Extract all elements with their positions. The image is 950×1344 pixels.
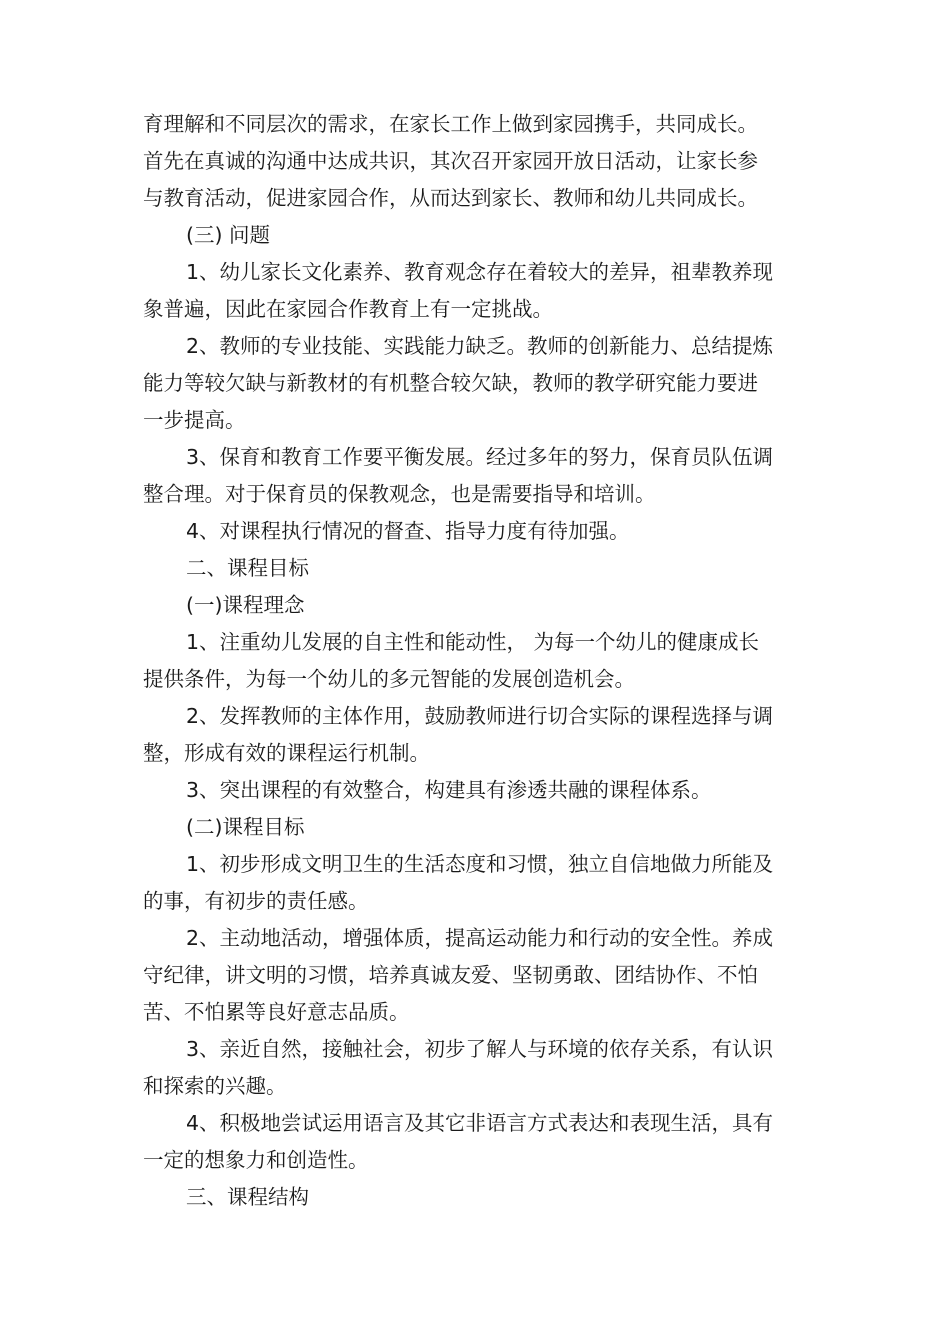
text-line: 守纪律，讲文明的习惯，培养真诚友爱、坚韧勇敢、团结协作、不怕 bbox=[143, 963, 758, 987]
text-line: 2、发挥教师的主体作用，鼓励教师进行切合实际的课程选择与调 bbox=[186, 704, 774, 728]
text-line: 提供条件，为每一个幼儿的多元智能的发展创造机会。 bbox=[143, 667, 635, 691]
text-line: 3、保育和教育工作要平衡发展。经过多年的努力，保育员队伍调 bbox=[186, 445, 774, 469]
text-line: 一步提高。 bbox=[143, 408, 246, 432]
text-line: 苦、不怕累等良好意志品质。 bbox=[143, 1000, 410, 1024]
section-heading: (一)课程理念 bbox=[186, 593, 305, 617]
text-line: 1、幼儿家长文化素养、教育观念存在着较大的差异，祖辈教养现 bbox=[186, 260, 774, 284]
text-line: 首先在真诚的沟通中达成共识，其次召开家园开放日活动，让家长参 bbox=[143, 149, 758, 173]
text-line: 1、初步形成文明卫生的生活态度和习惯，独立自信地做力所能及 bbox=[186, 852, 774, 876]
text-line: 3、突出课程的有效整合，构建具有渗透共融的课程体系。 bbox=[186, 778, 712, 802]
text-line: 一定的想象力和创造性。 bbox=[143, 1148, 369, 1172]
text-line: 1、注重幼儿发展的自主性和能动性， 为每一个幼儿的健康成长 bbox=[186, 630, 760, 654]
document-page bbox=[143, 106, 809, 1216]
section-heading: (二)课程目标 bbox=[186, 815, 305, 839]
text-line: 和探索的兴趣。 bbox=[143, 1074, 287, 1098]
text-line: 2、教师的专业技能、实践能力缺乏。教师的创新能力、总结提炼 bbox=[186, 334, 774, 358]
section-heading: (三) 问题 bbox=[186, 223, 271, 247]
text-line: 象普遍，因此在家园合作教育上有一定挑战。 bbox=[143, 297, 553, 321]
text-line: 整合理。对于保育员的保教观念，也是需要指导和培训。 bbox=[143, 482, 656, 506]
text-line: 4、积极地尝试运用语言及其它非语言方式表达和表现生活，具有 bbox=[186, 1111, 774, 1135]
text-line: 4、对课程执行情况的督查、指导力度有待加强。 bbox=[186, 519, 630, 543]
section-heading: 二、课程目标 bbox=[186, 556, 309, 580]
text-line: 育理解和不同层次的需求，在家长工作上做到家园携手，共同成长。 bbox=[143, 112, 758, 136]
text-line: 与教育活动，促进家园合作，从而达到家长、教师和幼儿共同成长。 bbox=[143, 186, 758, 210]
text-line: 2、主动地活动，增强体质，提高运动能力和行动的安全性。养成 bbox=[186, 926, 774, 950]
section-heading: 三、课程结构 bbox=[186, 1185, 309, 1209]
text-line: 的事，有初步的责任感。 bbox=[143, 889, 369, 913]
text-line: 能力等较欠缺与新教材的有机整合较欠缺，教师的教学研究能力要进 bbox=[143, 371, 758, 395]
text-line: 3、亲近自然，接触社会，初步了解人与环境的依存关系，有认识 bbox=[186, 1037, 774, 1061]
text-line: 整，形成有效的课程运行机制。 bbox=[143, 741, 430, 765]
